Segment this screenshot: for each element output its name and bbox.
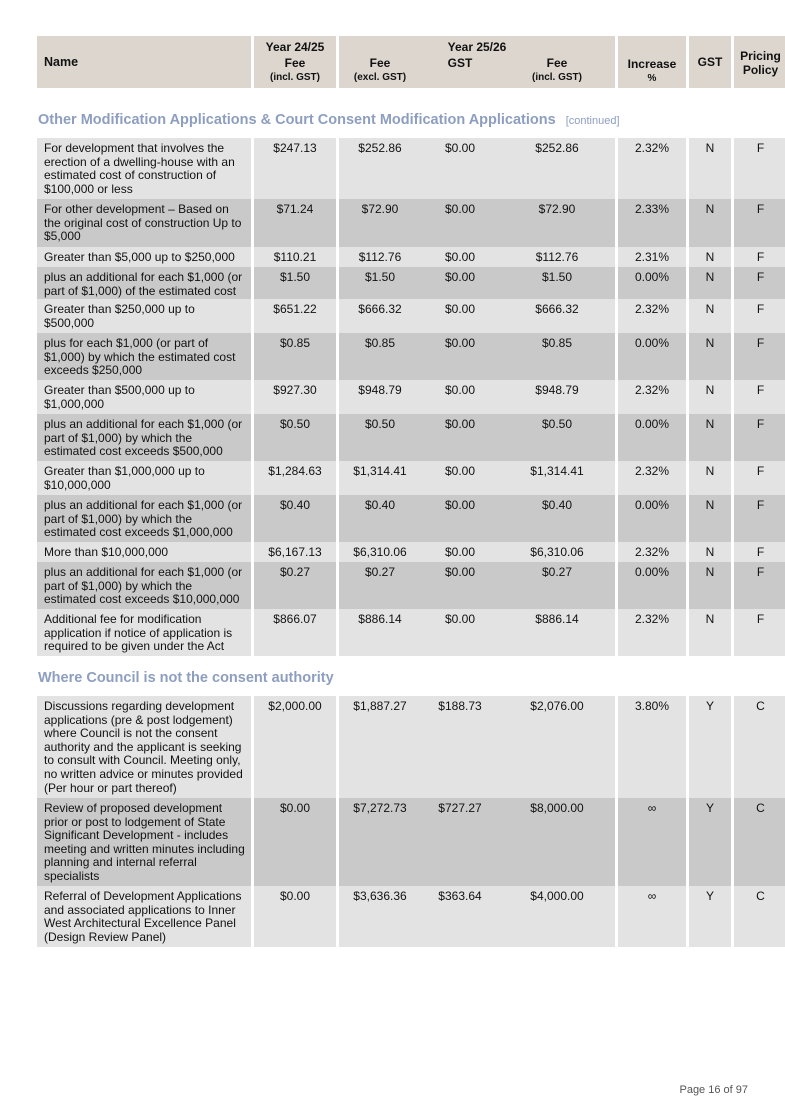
increase-percent: 2.31% [618,247,686,267]
increase-percent: ∞ [618,798,686,886]
table-row [37,247,765,267]
row-description: Greater than $5,000 up to $250,000 [37,247,251,267]
gst-flag: N [689,609,731,656]
fee-2425: $1.50 [254,267,336,299]
increase-percent: 0.00% [618,414,686,461]
gst-amount: $0.00 [421,414,499,461]
header-year-2526: Year 25/26 [447,40,507,54]
table-row [37,495,765,542]
fee-excl-gst: $252.86 [339,138,421,199]
fee-2425: $0.40 [254,495,336,542]
row-description: Greater than $250,000 up to $500,000 [37,299,251,333]
pricing-policy: F [734,267,785,299]
fee-excl-gst: $666.32 [339,299,421,333]
header-increase [618,36,686,88]
fee-2425: $0.50 [254,414,336,461]
gst-amount: $0.00 [421,333,499,380]
header-gst-label: GST [697,55,723,69]
fee-excl-gst: $72.90 [339,199,421,247]
gst-flag: N [689,380,731,414]
table-row [37,299,765,333]
header-percent: % [647,73,657,84]
gst-amount: $0.00 [421,138,499,199]
header-fee-incl-label: Fee [546,56,568,70]
row-description: Additional fee for modification application if notice of application is required to be given under the Act [37,609,251,656]
pricing-policy: F [734,138,785,199]
fee-incl-gst: $8,000.00 [499,798,615,886]
gst-amount: $0.00 [421,299,499,333]
gst-amount: $0.00 [421,562,499,609]
fee-incl-gst: $252.86 [499,138,615,199]
fee-incl-gst: $0.27 [499,562,615,609]
increase-percent: 3.80% [618,696,686,798]
fee-2425: $1,284.63 [254,461,336,495]
fee-excl-gst: $886.14 [339,609,421,656]
table-row [37,138,765,199]
fee-2425: $0.00 [254,798,336,886]
fee-incl-gst: $72.90 [499,199,615,247]
section-title-text: Where Council is not the consent authority [38,670,334,686]
fee-2425: $247.13 [254,138,336,199]
fee-excl-gst: $0.85 [339,333,421,380]
gst-amount: $0.00 [421,267,499,299]
pricing-policy: F [734,609,785,656]
gst-flag: N [689,247,731,267]
increase-percent: 2.32% [618,542,686,562]
table-row [37,267,765,299]
fee-incl-gst: $0.85 [499,333,615,380]
fee-excl-gst: $7,272.73 [339,798,421,886]
header-fee-label: Fee [284,56,306,70]
fee-2425: $0.27 [254,562,336,609]
gst-amount: $0.00 [421,609,499,656]
gst-flag: Y [689,696,731,798]
header-fee-excl-label: Fee [369,56,391,70]
header-year-2425: Year 24/25 [265,40,325,54]
pricing-policy: F [734,414,785,461]
fee-incl-gst: $2,076.00 [499,696,615,798]
header-gst-amount: GST [447,56,473,70]
row-description: plus an additional for each $1,000 (or part of $1,000) by which the estimated cost exceeds $1,000,000 [37,495,251,542]
table-row [37,414,765,461]
increase-percent: 2.32% [618,138,686,199]
fee-2425: $110.21 [254,247,336,267]
increase-percent: 2.33% [618,199,686,247]
fee-2425: $6,167.13 [254,542,336,562]
increase-percent: 0.00% [618,333,686,380]
gst-flag: Y [689,798,731,886]
increase-percent: 0.00% [618,562,686,609]
table-row [37,696,765,798]
section-title-modification [38,112,620,128]
gst-flag: N [689,461,731,495]
row-description: For other development – Based on the original cost of construction Up to $5,000 [37,199,251,247]
fee-incl-gst: $1.50 [499,267,615,299]
header-gst [689,36,731,88]
gst-flag: N [689,333,731,380]
header-excl-gst: (excl. GST) [353,72,407,83]
fee-incl-gst: $666.32 [499,299,615,333]
gst-amount: $0.00 [421,380,499,414]
gst-amount: $0.00 [421,247,499,267]
fee-incl-gst: $948.79 [499,380,615,414]
increase-percent: 2.32% [618,461,686,495]
fee-2425: $866.07 [254,609,336,656]
table-row [37,542,765,562]
fee-2425: $71.24 [254,199,336,247]
row-description: Referral of Development Applications and associated applications to Inner West Architectural Excellence Panel (Design Review Panel) [37,886,251,947]
header-name [37,36,251,88]
gst-amount: $188.73 [421,696,499,798]
table-row [37,798,765,886]
header-name-label: Name [44,55,79,69]
fee-2425: $651.22 [254,299,336,333]
fee-excl-gst: $3,636.36 [339,886,421,947]
fee-excl-gst: $0.50 [339,414,421,461]
section-title-not-consent-authority [38,670,334,686]
pricing-policy: F [734,199,785,247]
header-fee-2425 [254,36,336,88]
gst-flag: N [689,299,731,333]
table-row [37,562,765,609]
table-row [37,380,765,414]
gst-amount: $0.00 [421,199,499,247]
gst-amount: $363.64 [421,886,499,947]
gst-flag: N [689,138,731,199]
fee-incl-gst: $112.76 [499,247,615,267]
fee-incl-gst: $4,000.00 [499,886,615,947]
pricing-policy: F [734,461,785,495]
table-row [37,333,765,380]
fee-2425: $0.00 [254,886,336,947]
header-incl-gst-2526: (incl. GST) [532,72,582,83]
table-row [37,609,765,656]
increase-percent: 2.32% [618,380,686,414]
table-row [37,886,765,947]
header-pricing: Pricing [740,49,781,63]
fee-2425: $927.30 [254,380,336,414]
gst-flag: N [689,267,731,299]
gst-flag: N [689,414,731,461]
header-incl-gst: (incl. GST) [270,72,320,83]
page-number: Page 16 of 97 [679,1084,748,1096]
row-description: plus an additional for each $1,000 (or part of $1,000) by which the estimated cost exceeds $10,000,000 [37,562,251,609]
pricing-policy: C [734,696,785,798]
pricing-policy: F [734,562,785,609]
fee-2425: $2,000.00 [254,696,336,798]
pricing-policy: F [734,333,785,380]
fee-excl-gst: $1,887.27 [339,696,421,798]
fee-excl-gst: $0.27 [339,562,421,609]
section-title-text: Other Modification Applications & Court Consent Modification Applications [38,112,556,128]
row-description: plus for each $1,000 (or part of $1,000) by which the estimated cost exceeds $250,000 [37,333,251,380]
increase-percent: 0.00% [618,495,686,542]
pricing-policy: C [734,798,785,886]
increase-percent: ∞ [618,886,686,947]
gst-amount: $0.00 [421,461,499,495]
table-row [37,199,765,247]
header-policy: Policy [742,63,779,77]
fee-excl-gst: $112.76 [339,247,421,267]
table-row [37,461,765,495]
row-description: Greater than $1,000,000 up to $10,000,000 [37,461,251,495]
fee-incl-gst: $6,310.06 [499,542,615,562]
row-description: More than $10,000,000 [37,542,251,562]
pricing-policy: F [734,380,785,414]
gst-amount: $0.00 [421,542,499,562]
increase-percent: 0.00% [618,267,686,299]
fee-table-modification [37,138,765,656]
fee-excl-gst: $0.40 [339,495,421,542]
fee-excl-gst: $948.79 [339,380,421,414]
header-pricing-policy [734,36,785,88]
fee-incl-gst: $1,314.41 [499,461,615,495]
table-header [37,36,781,88]
pricing-policy: F [734,495,785,542]
pricing-policy: C [734,886,785,947]
row-description: Discussions regarding development applications (pre & post lodgement) where Council is not the consent authority and the applicant is seeking to consult with Council. Meeting only, no written advice or minutes provided (Per hour or part thereof) [37,696,251,798]
row-description: Review of proposed development prior or post to lodgement of State Significant Development - includes meeting and written minutes including planning and internal referral specialists [37,798,251,886]
gst-flag: Y [689,886,731,947]
row-description: Greater than $500,000 up to $1,000,000 [37,380,251,414]
header-increase-label: Increase [627,57,677,71]
pricing-policy: F [734,299,785,333]
increase-percent: 2.32% [618,609,686,656]
increase-percent: 2.32% [618,299,686,333]
fee-excl-gst: $1.50 [339,267,421,299]
fee-excl-gst: $1,314.41 [339,461,421,495]
row-description: For development that involves the erection of a dwelling-house with an estimated cost of construction of $100,000 or less [37,138,251,199]
gst-flag: N [689,199,731,247]
gst-amount: $727.27 [421,798,499,886]
fee-incl-gst: $0.50 [499,414,615,461]
fee-incl-gst: $0.40 [499,495,615,542]
pricing-policy: F [734,542,785,562]
gst-flag: N [689,495,731,542]
gst-amount: $0.00 [421,495,499,542]
continued-label: [continued] [565,115,620,127]
fee-table-not-consent-authority [37,696,765,947]
pricing-policy: F [734,247,785,267]
header-year-2526-group [339,36,615,88]
fee-2425: $0.85 [254,333,336,380]
row-description: plus an additional for each $1,000 (or part of $1,000) by which the estimated cost exceeds $500,000 [37,414,251,461]
row-description: plus an additional for each $1,000 (or part of $1,000) of the estimated cost [37,267,251,299]
gst-flag: N [689,562,731,609]
gst-flag: N [689,542,731,562]
fee-excl-gst: $6,310.06 [339,542,421,562]
fee-incl-gst: $886.14 [499,609,615,656]
